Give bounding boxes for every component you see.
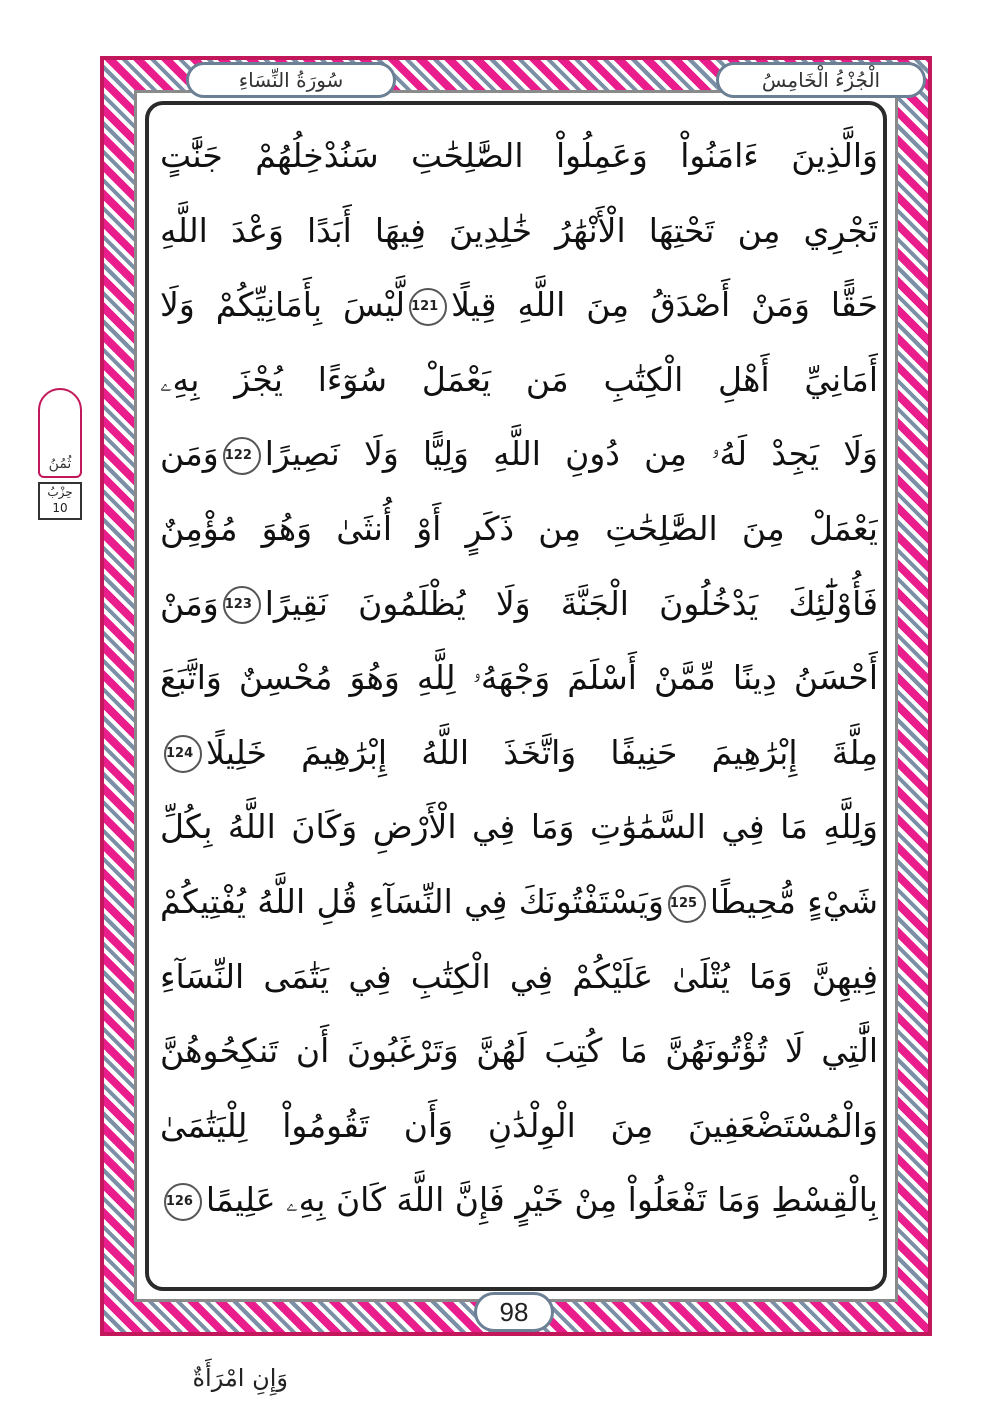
ayah-number-marker: 124 [164, 735, 202, 773]
verse-line [160, 939, 878, 1015]
verse-text: تَجْرِي مِن تَحْتِهَا الْأَنْهَٰرُ خَٰلِدِينَ فِيهَا أَبَدًا وَعْدَ اللَّهِ [160, 210, 878, 250]
verse-text: وَلَا يَجِدْ لَهُۥ مِن دُونِ اللَّهِ وَلِيًّا وَلَا نَصِيرًا [264, 434, 878, 474]
hizb-label: حِزْبُ [47, 485, 73, 499]
ayah-number-marker: 122 [223, 437, 261, 475]
verse-text: وَلِلَّهِ مَا فِي السَّمَٰوَٰتِ وَمَا فِي الْأَرْضِ وَكَانَ اللَّهُ بِكُلِّ [160, 807, 878, 847]
verse-line [160, 789, 878, 865]
catchword: وَإِنِ امْرَأَةٌ [192, 1364, 288, 1392]
ayah-number-marker: 126 [164, 1183, 202, 1221]
verse-line [160, 715, 878, 791]
verse-text: وَمَنْ [160, 583, 219, 623]
ayah-number-marker: 121 [409, 288, 447, 326]
verse-line [160, 566, 878, 642]
hizb-marker [30, 388, 90, 528]
verse-text: أَمَانِيِّ أَهْلِ الْكِتَٰبِ مَن يَعْمَلْ سُوٓءًا يُجْزَ بِهِۦ [160, 359, 878, 399]
verse-line [160, 416, 878, 492]
verse-text: وَالْمُسْتَضْعَفِينَ مِنَ الْوِلْدَٰنِ وَأَن تَقُومُواْ لِلْيَتَٰمَىٰ [160, 1105, 878, 1145]
verse-text: يَعْمَلْ مِنَ الصَّٰلِحَٰتِ مِن ذَكَرٍ أَوْ أُنثَىٰ وَهُوَ مُؤْمِنٌ [160, 509, 878, 548]
verse-text: وَمَن [160, 434, 219, 474]
verse-line [160, 193, 878, 269]
rub-ornament [38, 388, 82, 478]
verse-text: حَقًّا وَمَنْ أَصْدَقُ مِنَ اللَّهِ قِيلًا [451, 285, 878, 325]
juz-header: الْجُزْءُ الْخَامِسُ [716, 62, 926, 98]
verse-text: فَأُوْلَٰٓئِكَ يَدْخُلُونَ الْجَنَّةَ وَلَا يُظْلَمُونَ نَقِيرًا [264, 583, 878, 623]
verse-text: فِيهِنَّ وَمَا يُتْلَىٰ عَلَيْكُمْ فِي الْكِتَٰبِ فِي يَتَٰمَى النِّسَآءِ [160, 956, 878, 996]
verse-text: أَحْسَنُ دِينًا مِّمَّنْ أَسْلَمَ وَجْهَهُۥ لِلَّهِ وَهُوَ مُحْسِنٌ وَاتَّبَعَ [160, 658, 878, 698]
verse-line [160, 1162, 878, 1238]
verse-block [160, 118, 878, 1238]
verse-line [160, 342, 878, 418]
hizb-box [38, 482, 82, 520]
hizb-number: 10 [52, 501, 68, 515]
ayah-number-marker: 125 [668, 885, 706, 923]
verse-line [160, 491, 878, 567]
verse-text: شَيْءٍ مُّحِيطًا [709, 882, 878, 921]
surah-header: سُورَةُ النِّسَاءِ [186, 62, 396, 98]
verse-text: الَّٰتِي لَا تُؤْتُونَهُنَّ مَا كُتِبَ لَهُنَّ وَتَرْغَبُونَ أَن تَنكِحُوهُنَّ [160, 1031, 878, 1071]
verse-text: بِالْقِسْطِ وَمَا تَفْعَلُواْ مِنْ خَيْرٍ فَإِنَّ اللَّهَ كَانَ بِهِۦ عَلِيمًا [205, 1180, 878, 1220]
verse-line [160, 1013, 878, 1089]
verse-line [160, 267, 878, 343]
verse-line [160, 640, 878, 716]
verse-text: وَيَسْتَفْتُونَكَ فِي النِّسَآءِ قُلِ اللَّهُ يُفْتِيكُمْ [160, 882, 664, 921]
verse-text: لَّيْسَ بِأَمَانِيِّكُمْ وَلَا [160, 285, 406, 325]
verse-line [160, 864, 878, 940]
marker-label: ثُمُنُ [48, 456, 72, 472]
verse-text: وَالَّذِينَ ءَامَنُواْ وَعَمِلُواْ الصَّٰلِحَٰتِ سَنُدْخِلُهُمْ جَنَّٰتٍ [160, 136, 878, 175]
ayah-number-marker: 123 [223, 586, 261, 624]
verse-text: مِلَّةَ إِبْرَٰهِيمَ حَنِيفًا وَاتَّخَذَ اللَّهُ إِبْرَٰهِيمَ خَلِيلًا [206, 732, 878, 772]
verse-line [160, 1088, 878, 1164]
verse-line [160, 118, 878, 194]
page-number: 98 [474, 1292, 554, 1332]
